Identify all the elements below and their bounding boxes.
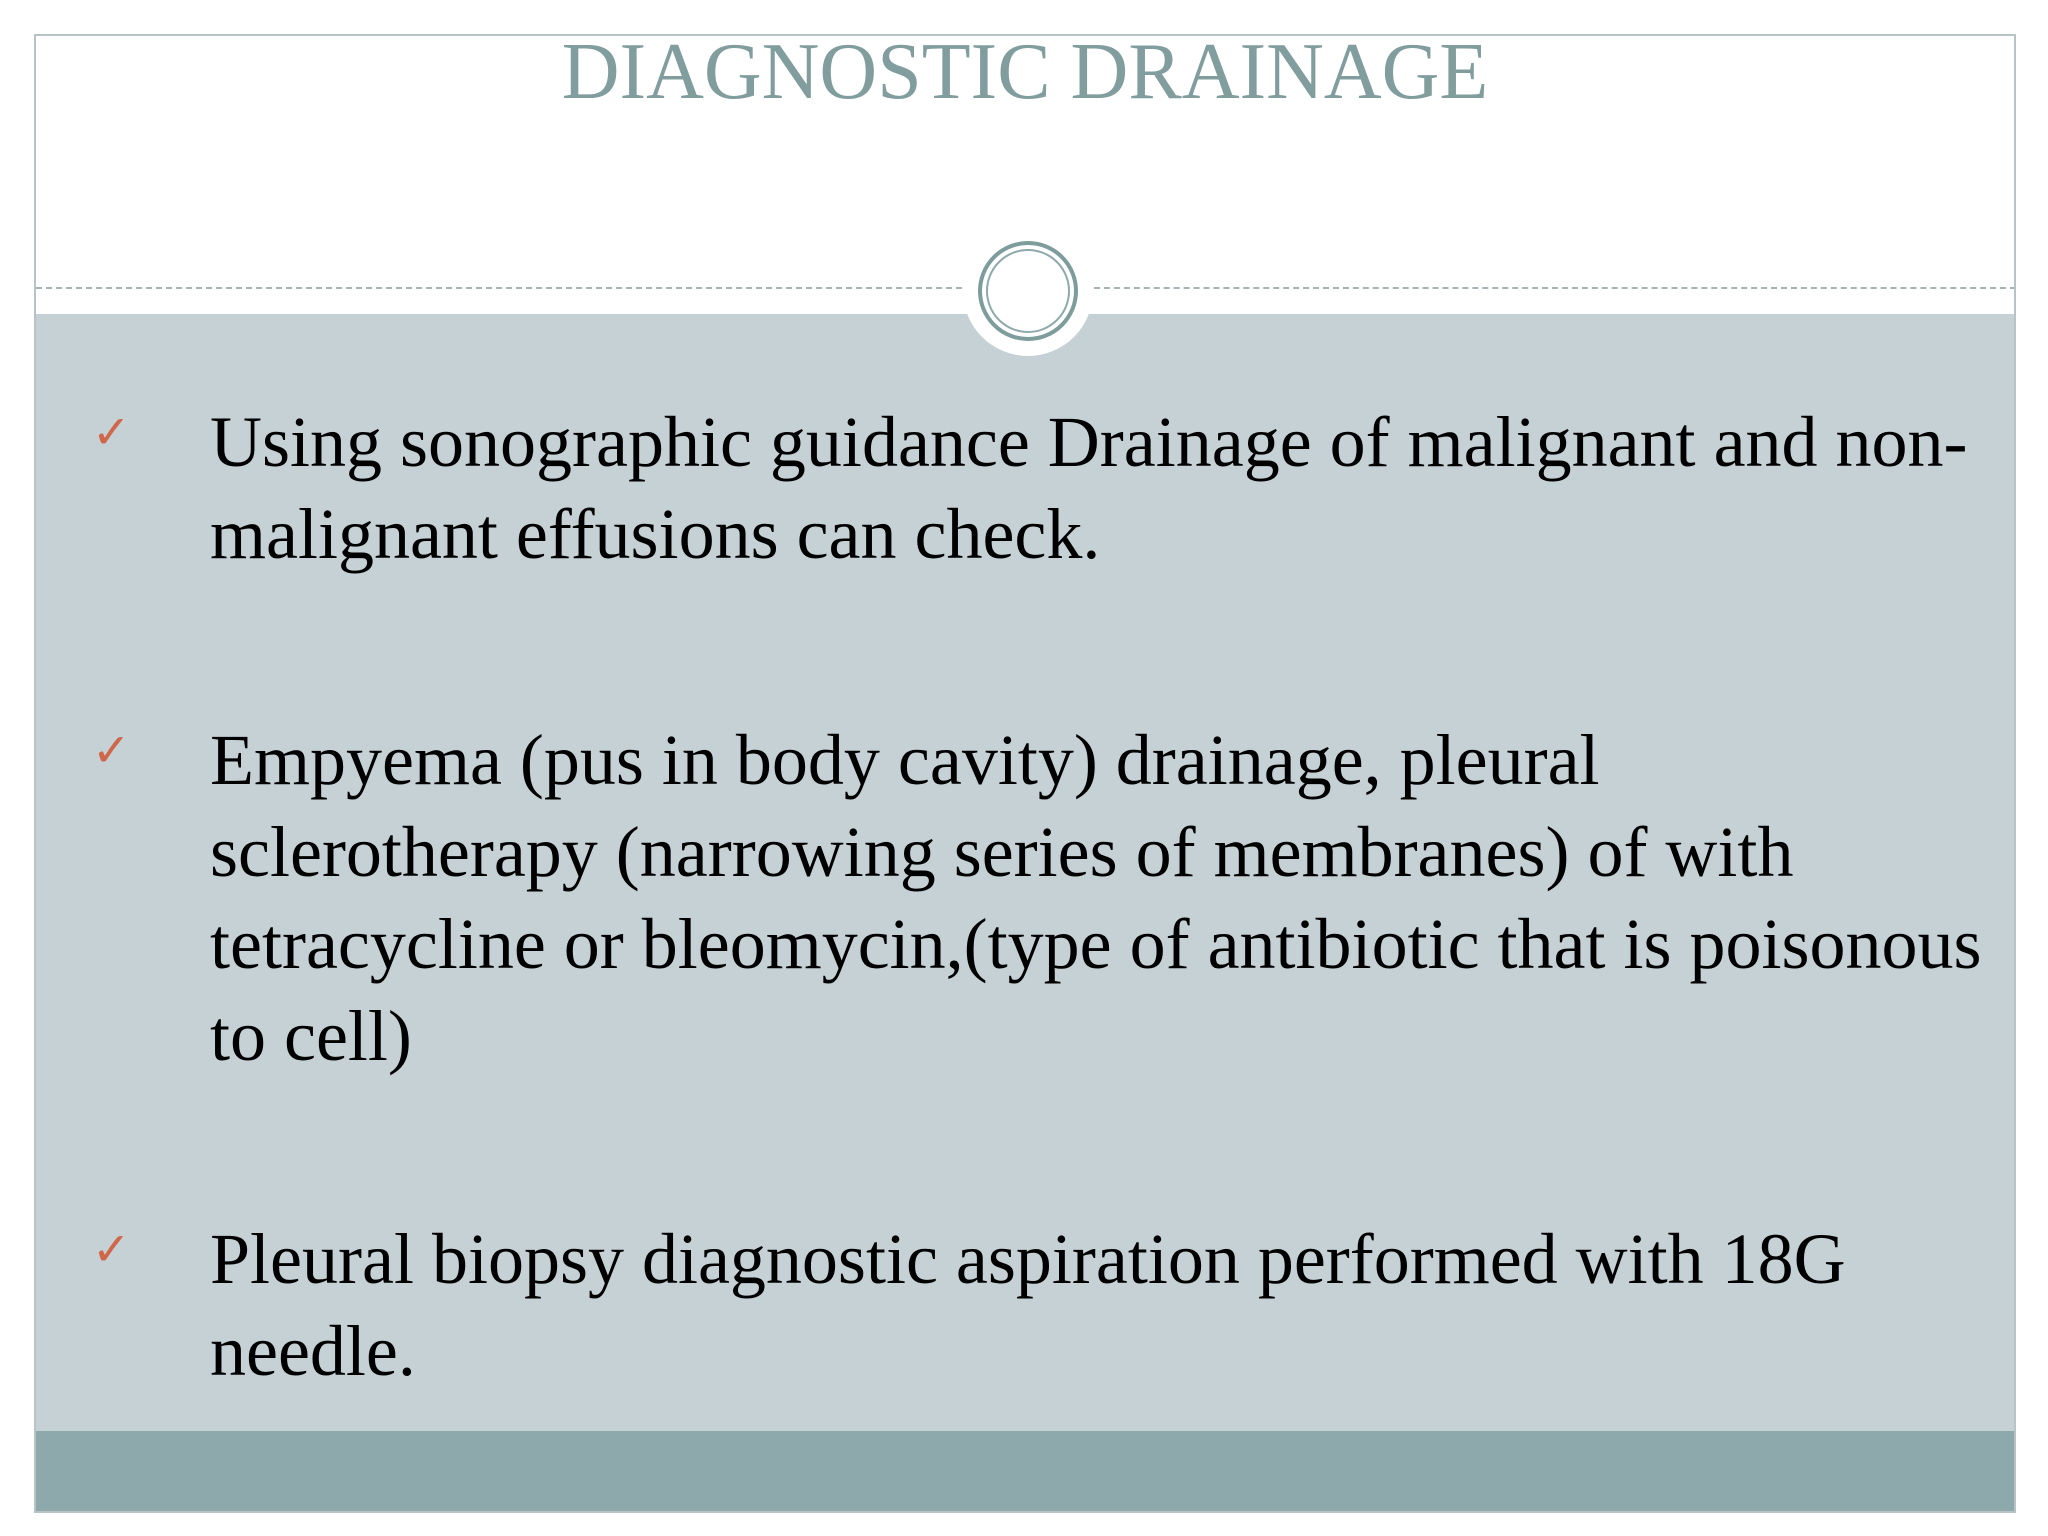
check-mark-icon: ✓ bbox=[92, 723, 131, 777]
slide-title: DIAGNOSTIC DRAINAGE bbox=[561, 34, 1489, 116]
bullet-text: Pleural biopsy diagnostic aspiration performed with 18G needle. bbox=[210, 1219, 1846, 1391]
divider-line-right bbox=[1094, 287, 2016, 289]
slide bbox=[34, 34, 2016, 1513]
check-mark-icon: ✓ bbox=[92, 405, 131, 459]
footer-bar bbox=[36, 1431, 2014, 1513]
divider-line-left bbox=[36, 287, 962, 289]
check-mark-icon: ✓ bbox=[92, 1222, 131, 1276]
bullet-text: Empyema (pus in body cavity) drainage, pleural sclerotherapy (narrowing series of membranes) of with tetracycline or bleomycin,(type of antibiotic that is poisonous to cell) bbox=[210, 720, 1982, 1076]
bullet-text: Using sonographic guidance Drainage of malignant and non-malignant effusions can check. bbox=[210, 402, 1968, 574]
circle-ornament-inner-ring bbox=[986, 249, 1070, 333]
